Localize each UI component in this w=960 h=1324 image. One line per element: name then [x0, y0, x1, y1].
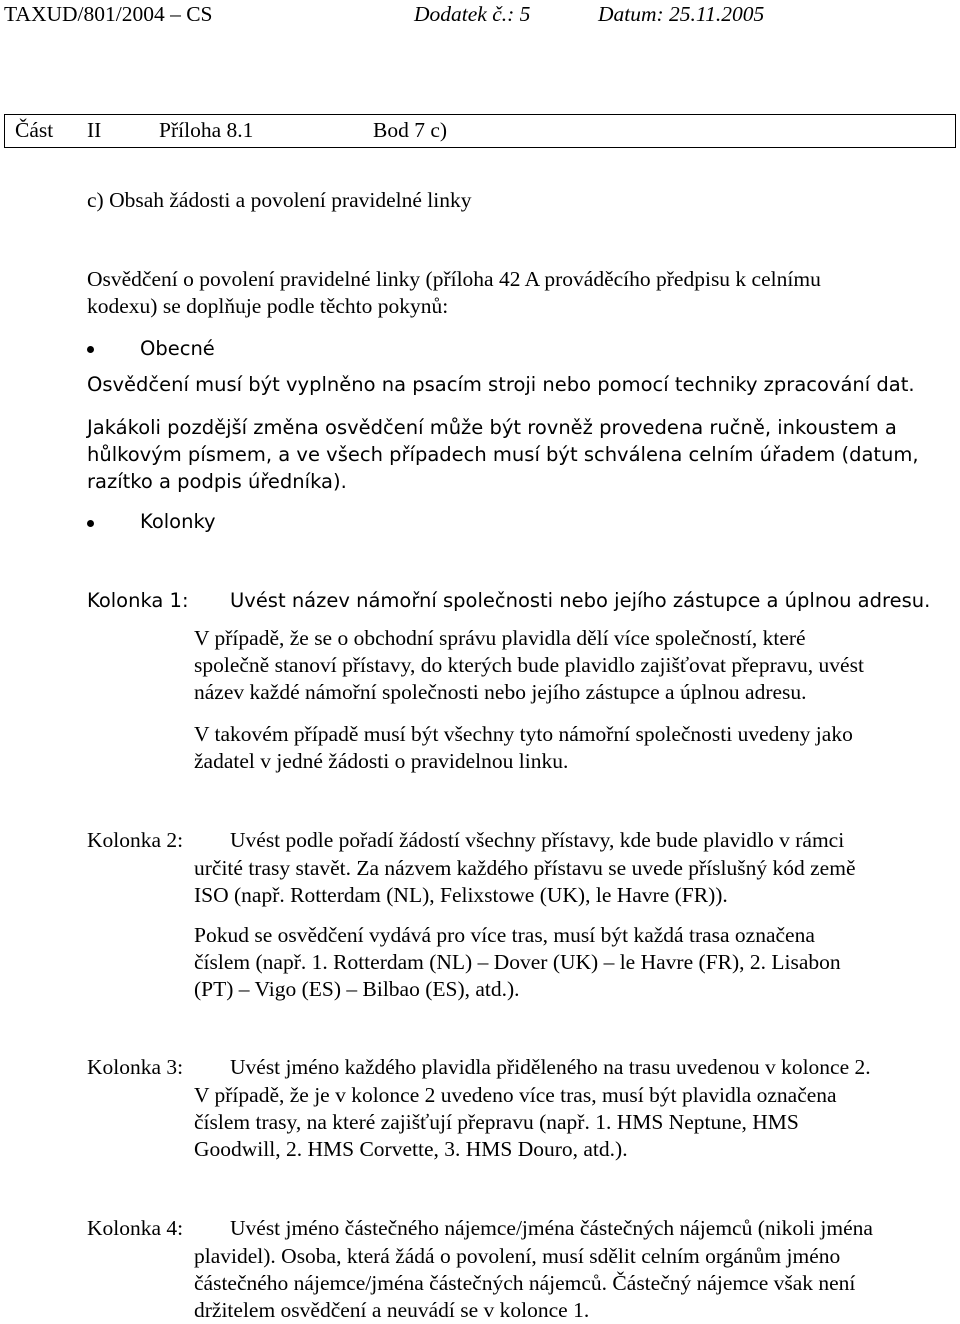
part-label: Část: [15, 118, 54, 142]
box-1-line: V takovém případě musí být všechny tyto námořní společnosti uvedeny jako: [194, 722, 853, 746]
box-4-paragraph: [194, 1243, 855, 1324]
general-paragraph: [87, 414, 919, 495]
box-2-line: Pokud se osvědčení vydává pro více tras, musí být každá trasa označena: [194, 923, 815, 947]
box-2-line: (PT) – Vigo (ES) – Bilbao (ES), atd.).: [194, 977, 520, 1001]
point-label: Bod 7 c): [373, 118, 448, 142]
box-3-paragraph: [194, 1082, 837, 1163]
general-para-line: hůlkovým písmem, a ve všech případech musí být schválena celním úřadem (datum,: [87, 443, 919, 466]
intro-paragraph: [87, 266, 821, 320]
box-1-line: společně stanoví přístavy, do kterých bude plavidlo zajišťovat přepravu, uvést: [194, 653, 864, 677]
box-3-line: V případě, že je v kolonce 2 uvedeno více tras, musí být plavidla označena: [194, 1083, 837, 1107]
box-1-line: žadatel v jedné žádosti o pravidelnou linku.: [194, 749, 569, 773]
box-2-first-line: Uvést podle pořadí žádostí všechny přístavy, kde bude plavidlo v rámci: [230, 828, 845, 852]
box-2-paragraph: [194, 922, 841, 1003]
box-1-line: V případě, že se o obchodní správu plavidla dělí více společností, které: [194, 626, 806, 650]
box-1-first-line: Uvést název námořní společnosti nebo jejího zástupce a úplnou adresu.: [230, 589, 931, 612]
document-reference: TAXUD/801/2004 – CS: [4, 2, 213, 26]
section-header-box: [4, 114, 956, 148]
box-2-label: Kolonka 2:: [87, 828, 184, 852]
box-4-line: plavidel). Osoba, která žádá o povolení, musí sdělit celním orgánům jméno: [194, 1244, 841, 1268]
columns-heading: Kolonky: [140, 510, 216, 533]
box-2-line: ISO (např. Rotterdam (NL), Felixstowe (UK), le Havre (FR)).: [194, 883, 728, 907]
general-para-line: Jakákoli pozdější změna osvědčení může být rovněž provedena ručně, inkoustem a: [87, 416, 897, 439]
box-2-line: číslem (např. 1. Rotterdam (NL) – Dover (UK) – le Havre (FR), 2. Lisabon: [194, 950, 841, 974]
box-4-label: Kolonka 4:: [87, 1216, 184, 1240]
box-4-first-line: Uvést jméno částečného nájemce/jména částečných nájemců (nikoli jména: [230, 1216, 873, 1240]
box-1-line: název každé námořní společnosti nebo jejího zástupce a úplnou adresu.: [194, 680, 807, 704]
box-1-paragraph: [194, 721, 853, 775]
box-4-line: držitelem osvědčení a neuvádí se v kolonce 1.: [194, 1298, 590, 1322]
annex-label: Příloha 8.1: [159, 118, 254, 142]
box-2-paragraph: [194, 855, 856, 909]
general-line: Osvědčení musí být vyplněno na psacím stroji nebo pomocí techniky zpracování dat.: [87, 373, 915, 396]
general-heading: Obecné: [140, 337, 215, 360]
box-1-label: Kolonka 1:: [87, 589, 189, 612]
box-3-first-line: Uvést jméno každého plavidla přiděleného na trasu uvedenou v kolonce 2.: [230, 1055, 871, 1079]
supplement-number: Dodatek č.: 5: [414, 2, 531, 26]
box-3-line: Goodwill, 2. HMS Corvette, 3. HMS Douro, atd.).: [194, 1137, 628, 1161]
page-title: c) Obsah žádosti a povolení pravidelné linky: [87, 188, 472, 212]
box-1-paragraph: [194, 625, 864, 706]
intro-line: Osvědčení o povolení pravidelné linky (příloha 42 A prováděcího předpisu k celnímu: [87, 267, 821, 291]
document-date: Datum: 25.11.2005: [598, 2, 765, 26]
intro-line: kodexu) se doplňuje podle těchto pokynů:: [87, 294, 449, 318]
bullet-icon: [87, 520, 94, 527]
box-3-label: Kolonka 3:: [87, 1055, 184, 1079]
general-para-line: razítko a podpis úředníka).: [87, 470, 347, 493]
bullet-icon: [87, 346, 94, 353]
part-number: II: [87, 118, 102, 142]
box-2-line: určité trasy stavět. Za názvem každého přístavu se uvede příslušný kód země: [194, 856, 856, 880]
box-3-line: číslem trasy, na které zajišťují přepravu (např. 1. HMS Neptune, HMS: [194, 1110, 799, 1134]
box-4-line: částečného nájemce/jména částečných nájemců. Částečný nájemce však není: [194, 1271, 856, 1295]
